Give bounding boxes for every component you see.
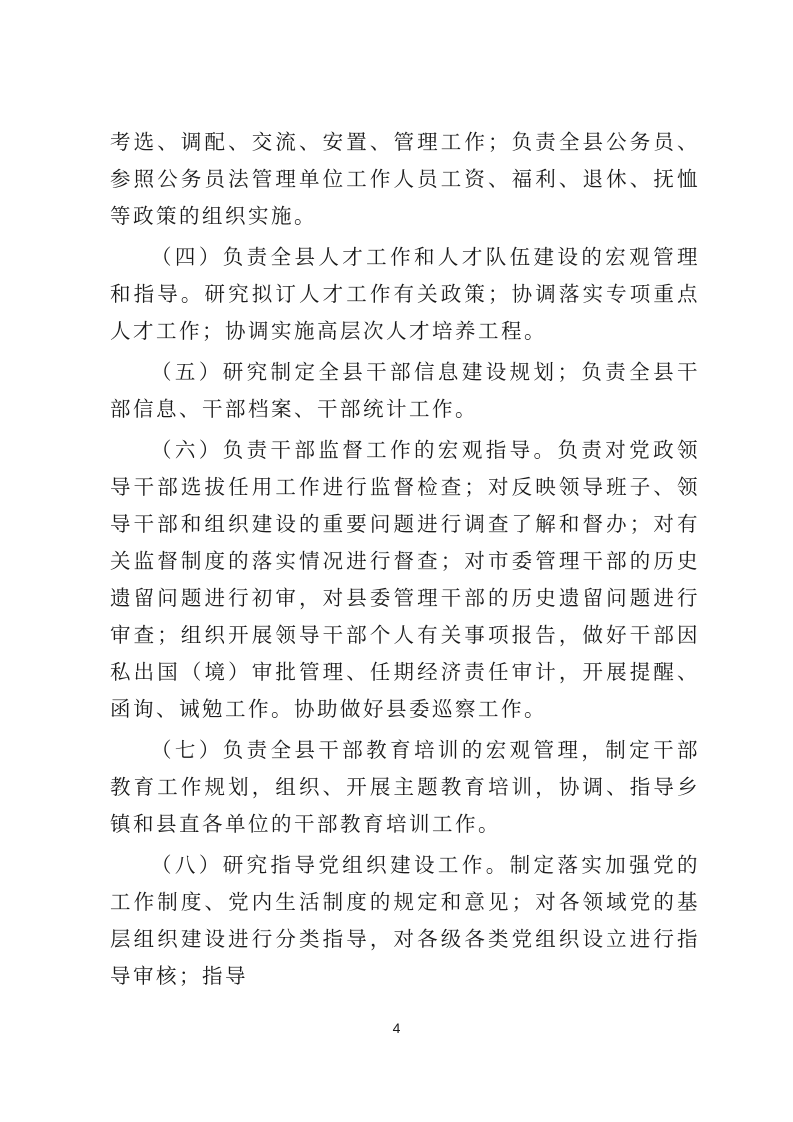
- page-number: 4: [392, 1020, 401, 1036]
- paragraph-item-8: （八）研究指导党组织建设工作。制定落实加强党的工作制度、党内生活制度的规定和意见；对各领域党的基层组织建设进行分类指导，对各级各类党组织设立进行指导审核；指导: [110, 853, 700, 988]
- document-body: [110, 124, 700, 999]
- paragraph-item-4: （四）负责全县人才工作和人才队伍建设的宏观管理和指导。研究拟订人才工作有关政策；协调落实专项重点人才工作；协调实施高层次人才培养工程。: [110, 245, 700, 343]
- paragraph-item-6: （六）负责干部监督工作的宏观指导。负责对党政领导干部选拔任用工作进行监督检查；对反映领导班子、领导干部和组织建设的重要问题进行调查了解和督办；对有关监督制度的落实情况进行督查；对市委管理干部的历史遗留问题进行初审，对县委管理干部的历史遗留问题进行审查；组织开展领导干部个人有关事项报告，做好干部因私出国（境）审批管理、任期经济责任审计，开展提醒、函询、诫勉工作。协助做好县委巡察工作。: [110, 438, 700, 721]
- paragraph-item-7: （七）负责全县干部教育培训的宏观管理，制定干部教育工作规划，组织、开展主题教育培训，协调、指导乡镇和县直各单位的干部教育培训工作。: [110, 738, 700, 836]
- paragraph-item-5: （五）研究制定全县干部信息建设规划；负责全县干部信息、干部档案、干部统计工作。: [110, 360, 700, 421]
- paragraph-continuation: 考选、调配、交流、安置、管理工作；负责全县公务员、参照公务员法管理单位工作人员工资、福利、退休、抚恤等政策的组织实施。: [110, 130, 700, 228]
